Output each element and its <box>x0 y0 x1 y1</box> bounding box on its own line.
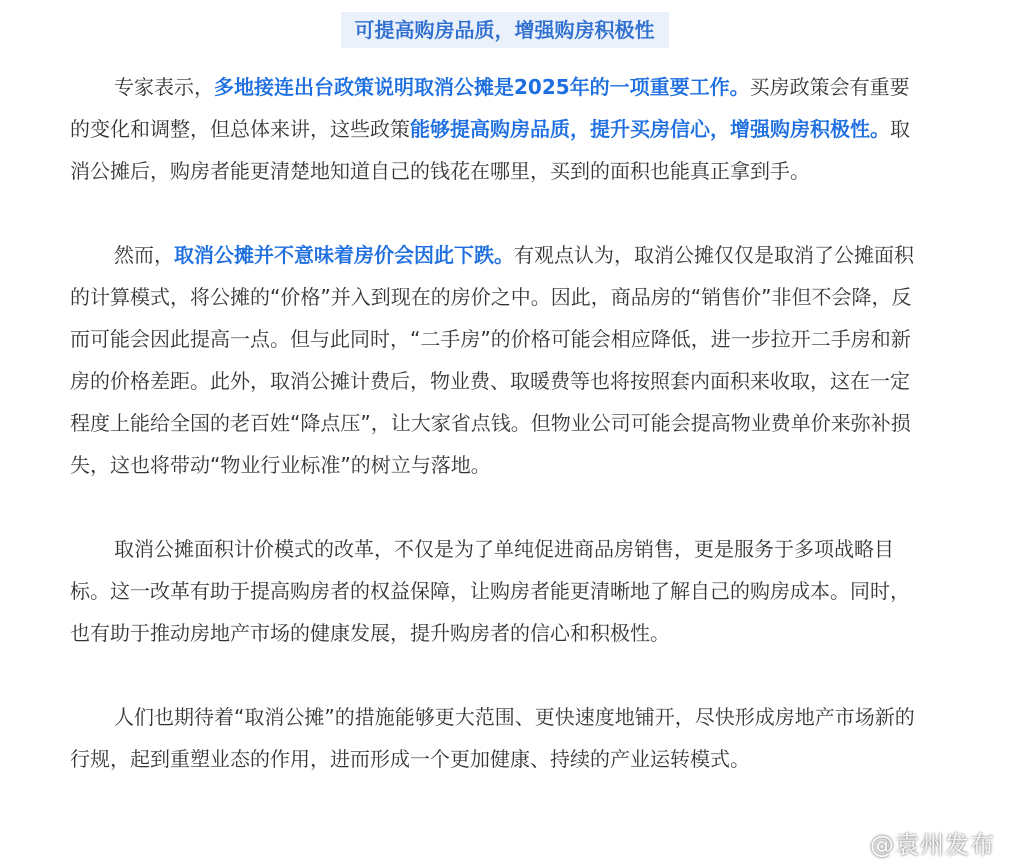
source-watermark: @袁州发布 <box>870 831 995 859</box>
paragraph-1-text: 取消公摊后，购房者能更清楚地知道自己的钱花在哪里，买到的面积也能真正拿到手。 <box>70 117 910 183</box>
paragraph-4 <box>70 696 920 780</box>
paragraph-2 <box>70 234 920 486</box>
paragraph-1 <box>70 66 920 192</box>
title-container <box>0 12 1009 48</box>
paragraph-2-highlight: 取消公摊并不意味着房价会因此下跌。 <box>174 243 514 267</box>
paragraph-2-text: 有观点认为，取消公摊仅仅是取消了公摊面积的计算模式，将公摊的“价格”并入到现在的房价之中。因此，商品房的“销售价”非但不会降，反而可能会因此提高一点。但与此同时，“二手房”的价格可能会相应降低，进一步拉开二手房和新房的价格差距。此外，取消公摊计费后，物业费、取暖费等也将按照套内面积来收取，这在一定程度上能给全国的老百姓“降点压”，让大家省点钱。但物业公司可能会提高物业费单价来弥补损失，这也将带动“物业行业标准”的树立与落地。 <box>70 243 914 477</box>
paragraph-4-text: 人们也期待着“取消公摊”的措施能够更大范围、更快速度地铺开，尽快形成房地产市场新的行规，起到重塑业态的作用，进而形成一个更加健康、持续的产业运转模式。 <box>70 705 915 771</box>
paragraph-1-highlight: 多地接连出台政策说明取消公摊是2025年的一项重要工作。 <box>214 75 750 99</box>
paragraph-3-text: 取消公摊面积计价模式的改革，不仅是为了单纯促进商品房销售，更是服务于多项战略目标。这一改革有助于提高购房者的权益保障，让购房者能更清晰地了解自己的购房成本。同时，也有助于推动房地产市场的健康发展，提升购房者的信心和积极性。 <box>70 537 910 645</box>
paragraph-1-text: 买房政策会有重要的变化和调整，但总体来讲，这些政策 <box>70 75 910 141</box>
paragraph-1-highlight: 能够提高购房品质，提升买房信心，增强购房积极性。 <box>410 117 890 141</box>
article-body <box>70 62 920 780</box>
paragraph-3 <box>70 528 920 654</box>
paragraph-2-text: 然而， <box>114 243 174 267</box>
paragraph-1-text: 专家表示， <box>114 75 214 99</box>
section-title: 可提高购房品质，增强购房积极性 <box>341 12 669 48</box>
